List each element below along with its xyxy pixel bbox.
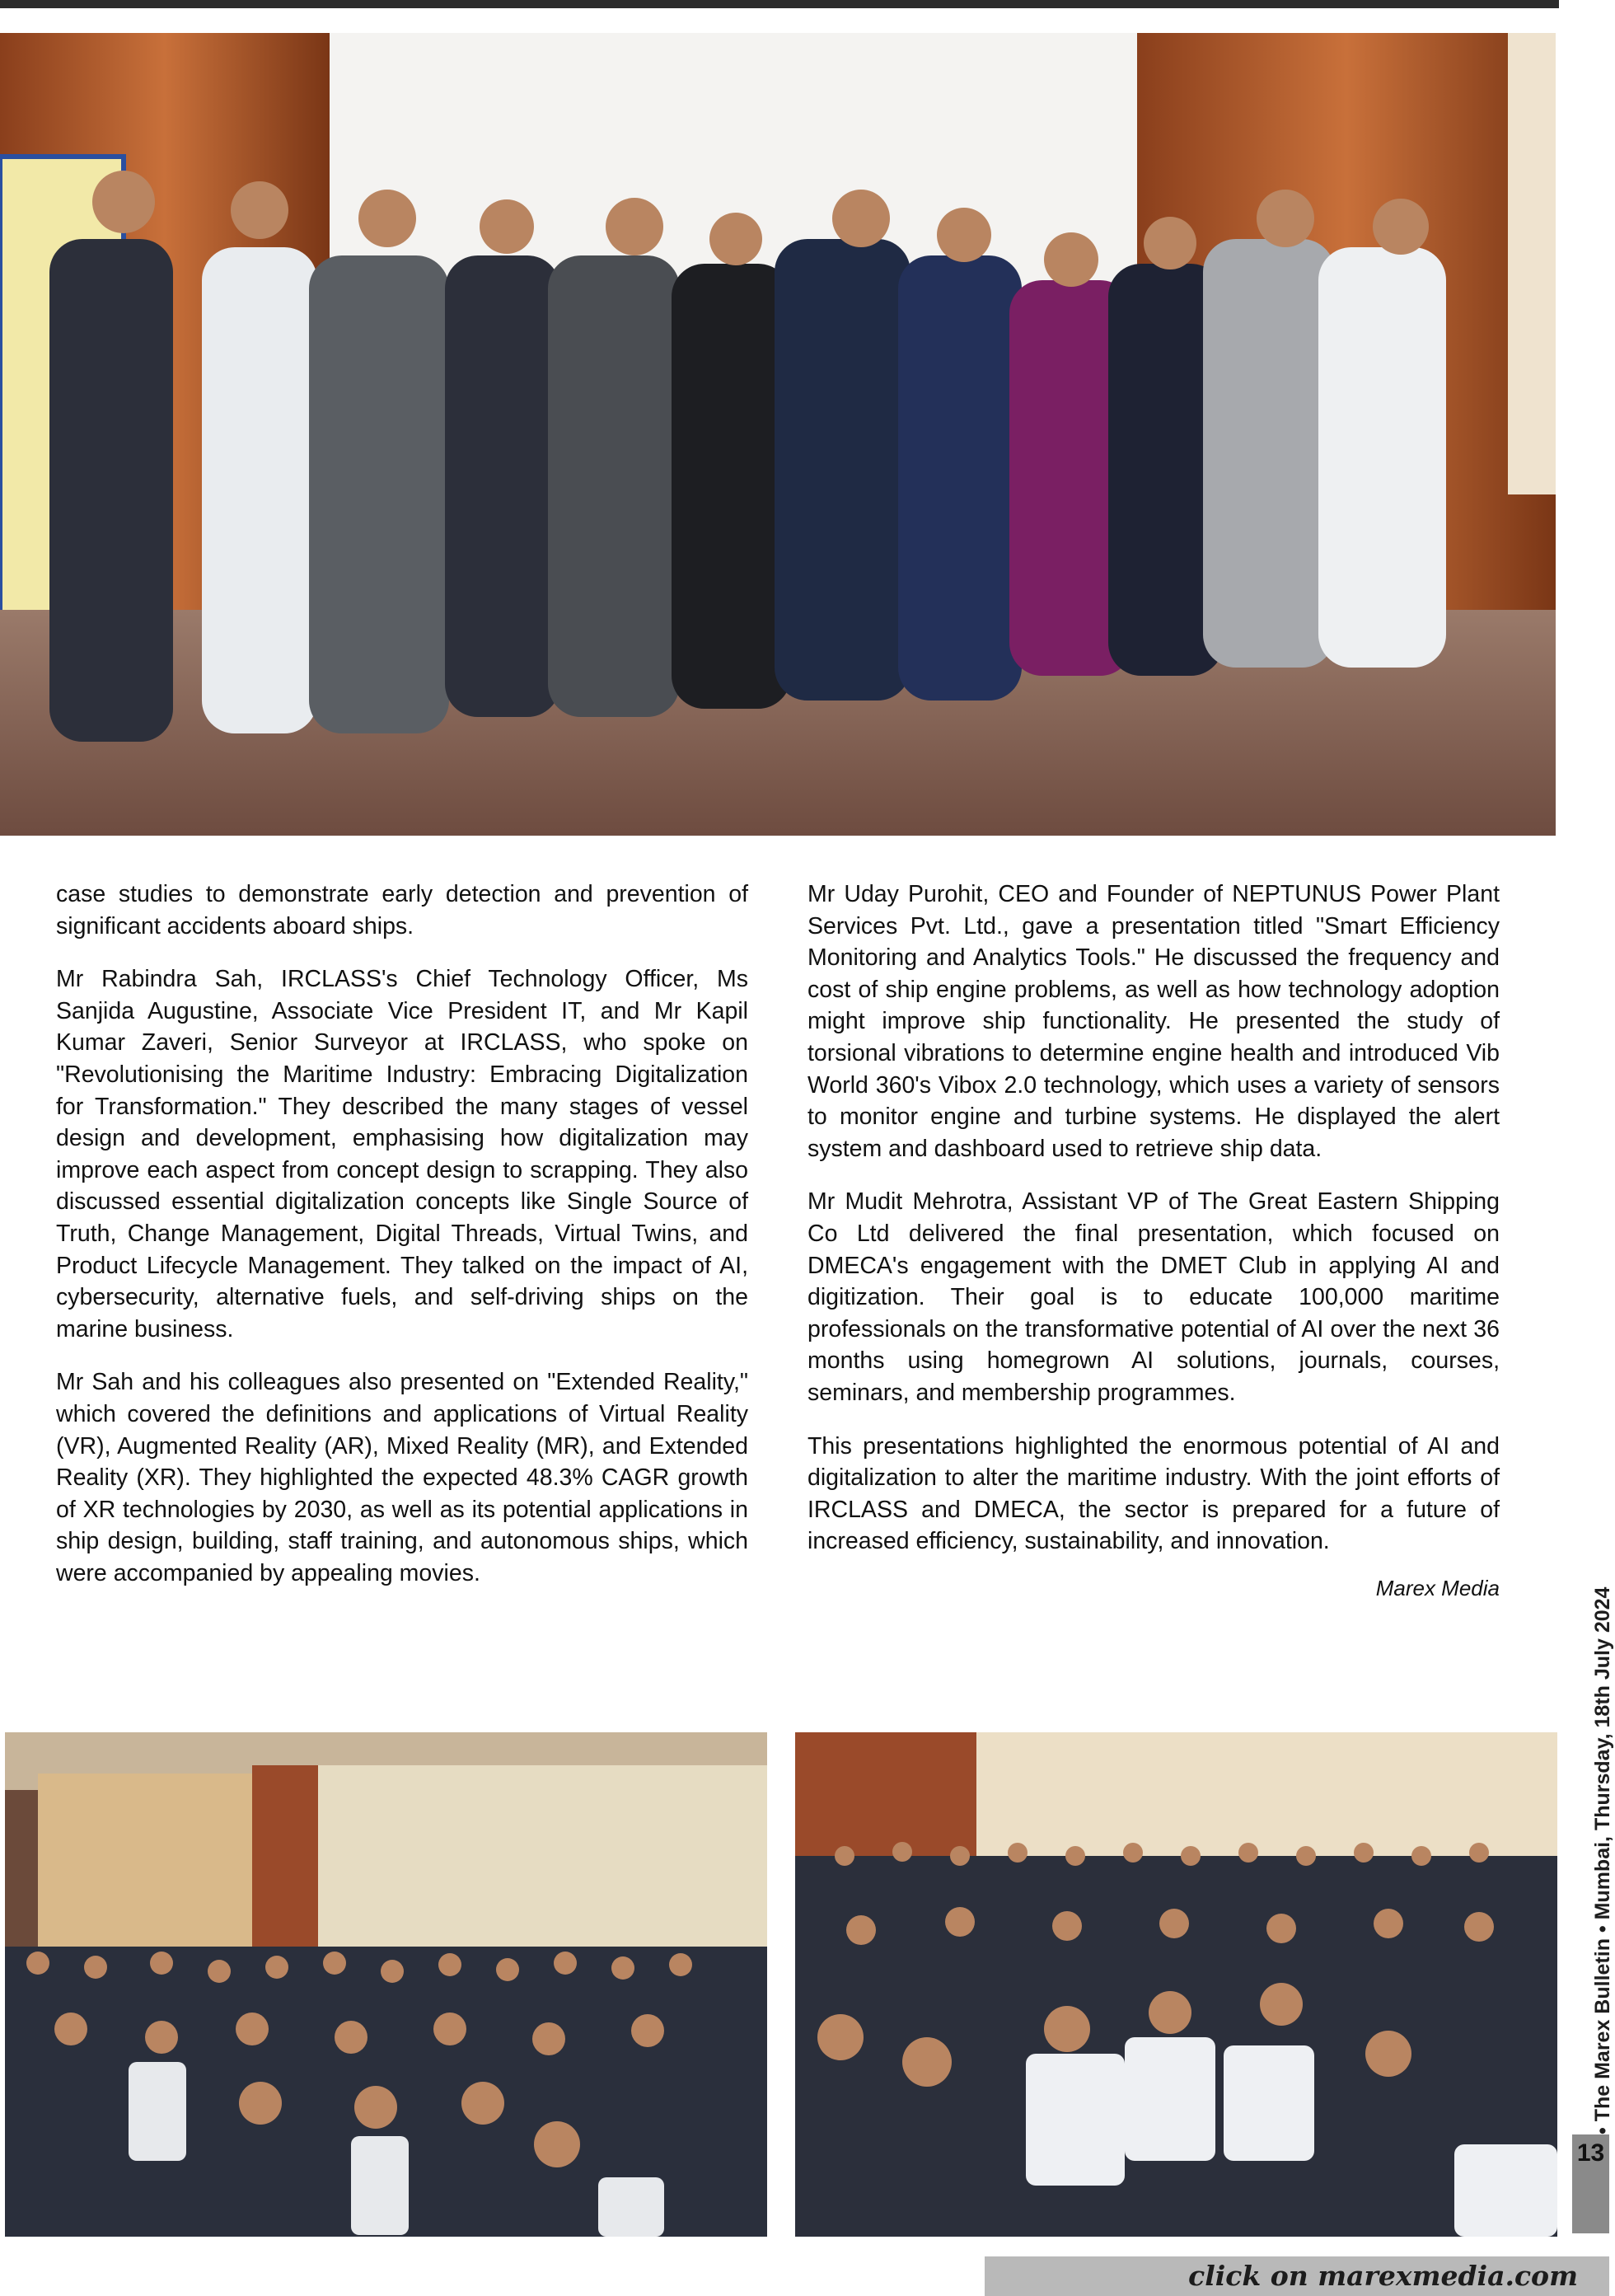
article-credit: Marex Media: [1375, 1575, 1500, 1600]
paragraph-right-1: Mr Uday Purohit, CEO and Founder of NEPTUNUS Power Plant Services Pvt. Ltd., gave a presentation titled "Smart Efficiency Monitoring and Analytics Tools." He discussed the frequency and cost of ship engine problems, as well as how technology adoption might improve ship functionality. He presented the study of torsional vibrations to determine engine health and introduced Vib World 360's Vibox 2.0 technology, which uses a variety of sensors to monitor engine and turbine systems. He displayed the alert system and dashboard used to retrieve ship data.: [808, 881, 1500, 1162]
running-head: • The Marex Bulletin • Mumbai, Thursday, 18th July 2024: [1591, 1586, 1614, 2134]
photo-audience-hall: [5, 1732, 767, 2237]
paragraph-left-2: Mr Rabindra Sah, IRCLASS's Chief Technology Officer, Ms Sanjida Augustine, Associate Vice President IT, and Mr Kapil Kumar Zaveri, Senior Surveyor at IRCLASS, who spoke on "Revolutionising the Maritime Industry: Embracing Digitalization for Transformation." They described the many stages of vessel design and development, emphasising how digitalization may improve each aspect from concept design to scrapping. They also discussed essential digitalization concepts like Single Source of Truth, Change Management, Digital Threads, Virtual Twins, and Product Lifecycle Management. They talked on the impact of AI, cybersecurity, alternative fuels, and self-driving ships on the marine business.: [56, 966, 748, 1342]
paragraph-left-1: case studies to demonstrate early detection and prevention of significant accidents aboard ships.: [56, 881, 748, 939]
photo-group-stage: [0, 33, 1556, 836]
article-column-left: [56, 879, 748, 1610]
paragraph-right-2: Mr Mudit Mehrotra, Assistant VP of The Great Eastern Shipping Co Ltd delivered the final presentation, which focused on DMECA's engagement with the DMET Club in applying AI and digitization. Their goal is to educate 100,000 maritime professionals on the transformative potential of AI over the next 36 months using homegrown AI solutions, journals, courses, seminars, and membership programmes.: [808, 1188, 1500, 1406]
footer-link[interactable]: click on marexmedia.com: [1188, 2260, 1578, 2292]
footer-bar: [985, 2256, 1609, 2296]
top-rule: [0, 0, 1559, 8]
paragraph-left-3: Mr Sah and his colleagues also presented on "Extended Reality," which covered the definitions and applications of Virtual Reality (VR), Augmented Reality (AR), Mixed Reality (MR), and Extended Reality (XR). They highlighted the expected 48.3% CAGR growth of XR technologies by 2030, as well as its potential applications in ship design, building, staff training, and autonomous ships, which were accompanied by appealing movies.: [56, 1369, 748, 1586]
photo-audience-closeup: [795, 1732, 1557, 2237]
article-column-right: [808, 879, 1500, 1602]
paragraph-right-3: This presentations highlighted the enormous potential of AI and digitalization to alter the maritime industry. With the joint efforts of IRCLASS and DMECA, the sector is prepared for a future of increased efficiency, sustainability, and innovation.: [808, 1432, 1500, 1555]
page-number: 13: [1572, 2134, 1609, 2233]
